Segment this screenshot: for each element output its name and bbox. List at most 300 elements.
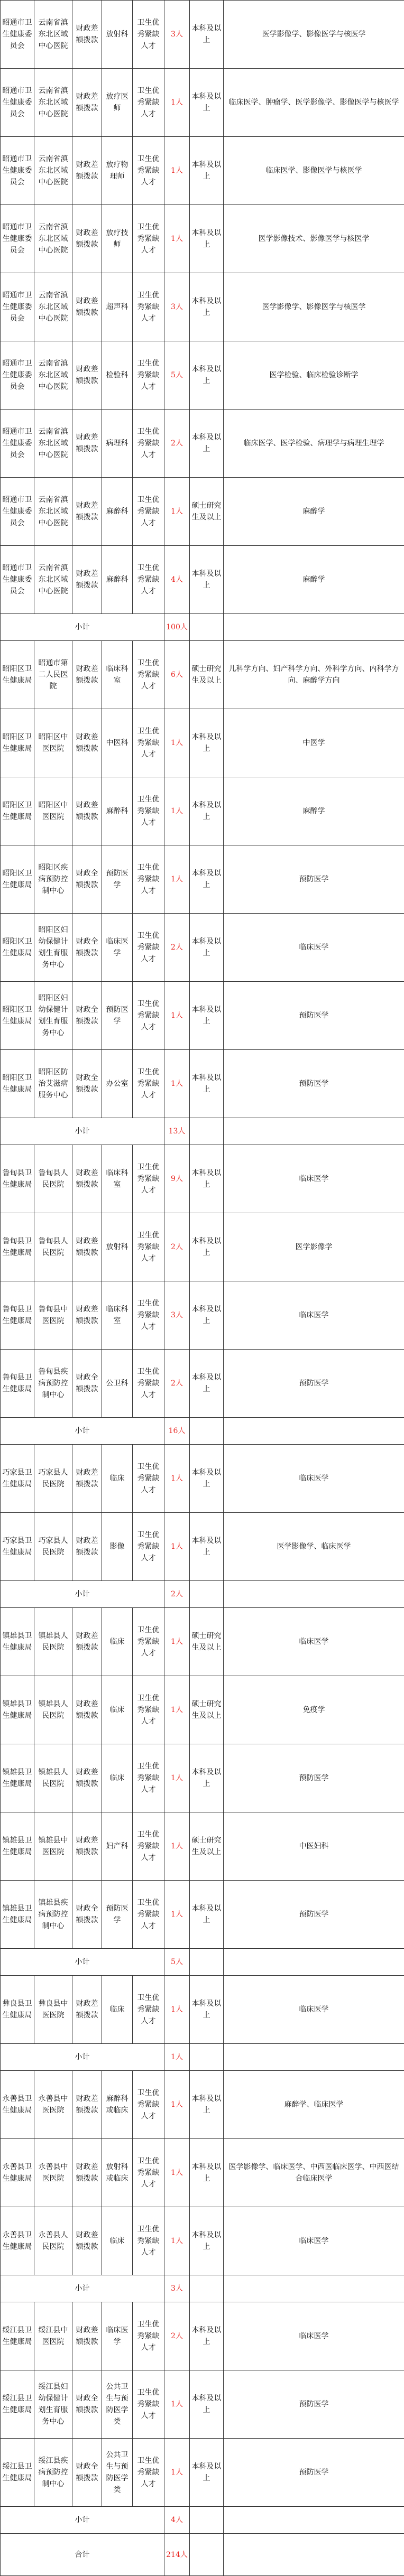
unit-cell: 镇雄县人民医院: [34, 1744, 72, 1812]
count-cell: 1人: [164, 1881, 190, 1949]
unit-cell: 彝良县中医医院: [34, 1976, 72, 2044]
dept-cell: 镇雄县卫生健康局: [1, 1812, 34, 1881]
funding-cell: 财政差额拨款: [72, 410, 102, 478]
unit-cell: 云南省滇东北区域中心医院: [34, 410, 72, 478]
subtotal-row: [1, 1118, 404, 1145]
dept-cell: 绥江县卫生健康局: [1, 2370, 34, 2439]
count-cell: 2人: [164, 2302, 190, 2370]
dept-cell: 昭通市卫生健康委员会: [1, 410, 34, 478]
count-cell: 1人: [164, 845, 190, 914]
major-cell: 临床医学、影像医学与核医学: [224, 137, 404, 205]
table-row: [1, 1881, 404, 1949]
post-cell: 临床科室: [102, 641, 133, 709]
category-cell: 卫生优秀紧缺人才: [133, 1812, 164, 1881]
education-cell: 本科及以上: [190, 777, 224, 845]
unit-cell: 永善县人民医院: [34, 2207, 72, 2275]
funding-cell: 财政全额拨款: [72, 1050, 102, 1118]
category-cell: 卫生优秀紧缺人才: [133, 641, 164, 709]
unit-cell: 云南省滇东北区域中心医院: [34, 478, 72, 546]
category-cell: 卫生优秀紧缺人才: [133, 1445, 164, 1513]
subtotal-row: [1, 2275, 404, 2302]
funding-cell: 财政差额拨款: [72, 641, 102, 709]
education-cell: 本科及以上: [190, 2071, 224, 2139]
education-cell: 本科及以上: [190, 1744, 224, 1812]
education-cell: 本科及以上: [190, 1976, 224, 2044]
table-row: [1, 2071, 404, 2139]
education-cell: 本科及以上: [190, 914, 224, 982]
funding-cell: 财政差额拨款: [72, 1513, 102, 1581]
empty-cell: [190, 1581, 224, 1608]
dept-cell: 镇雄县卫生健康局: [1, 1881, 34, 1949]
funding-cell: 财政全额拨款: [72, 2439, 102, 2507]
subtotal-row: [1, 1949, 404, 1976]
count-cell: 4人: [164, 546, 190, 614]
dept-cell: 昭通市卫生健康委员会: [1, 69, 34, 137]
empty-cell: [224, 2275, 404, 2302]
dept-cell: 昭阳区卫生健康局: [1, 777, 34, 845]
count-cell: 1人: [164, 982, 190, 1050]
post-cell: 放疗医师: [102, 69, 133, 137]
post-cell: 预防医学: [102, 982, 133, 1050]
category-cell: 卫生优秀紧缺人才: [133, 2071, 164, 2139]
count-cell: 1人: [164, 2207, 190, 2275]
post-cell: 临床: [102, 2207, 133, 2275]
subtotal-row: [1, 2044, 404, 2071]
education-cell: 本科及以上: [190, 1881, 224, 1949]
empty-cell: [190, 1949, 224, 1976]
major-cell: 医学影像学、影像医学与核医学: [224, 1, 404, 69]
category-cell: 卫生优秀紧缺人才: [133, 709, 164, 777]
funding-cell: 财政差额拨款: [72, 273, 102, 341]
funding-cell: 财政差额拨款: [72, 777, 102, 845]
table-row: [1, 478, 404, 546]
education-cell: 本科及以上: [190, 2207, 224, 2275]
funding-cell: 财政差额拨款: [72, 69, 102, 137]
unit-cell: 昭阳区中医医院: [34, 709, 72, 777]
category-cell: 卫生优秀紧缺人才: [133, 2139, 164, 2207]
funding-cell: 财政差额拨款: [72, 1145, 102, 1213]
education-cell: 硕士研究生及以上: [190, 478, 224, 546]
category-cell: 卫生优秀紧缺人才: [133, 1, 164, 69]
funding-cell: 财政差额拨款: [72, 137, 102, 205]
unit-cell: 鲁甸县人民医院: [34, 1145, 72, 1213]
major-cell: 医学影像学: [224, 1213, 404, 1281]
table-row: [1, 2207, 404, 2275]
funding-cell: 财政差额拨款: [72, 1, 102, 69]
subtotal-count: 5人: [164, 1949, 190, 1976]
dept-cell: 鲁甸县卫生健康局: [1, 1350, 34, 1418]
funding-cell: 财政全额拨款: [72, 914, 102, 982]
education-cell: 硕士研究生及以上: [190, 1812, 224, 1881]
major-cell: 预防医学: [224, 1350, 404, 1418]
funding-cell: 财政差额拨款: [72, 2207, 102, 2275]
count-cell: 1人: [164, 1976, 190, 2044]
category-cell: 卫生优秀紧缺人才: [133, 410, 164, 478]
category-cell: 卫生优秀紧缺人才: [133, 1513, 164, 1581]
count-cell: 2人: [164, 410, 190, 478]
major-cell: 临床医学: [224, 1281, 404, 1350]
unit-cell: 镇雄县中医医院: [34, 1812, 72, 1881]
post-cell: 临床医学: [102, 914, 133, 982]
major-cell: 医学检验、临床检验诊断学: [224, 341, 404, 410]
empty-cell: [190, 1118, 224, 1145]
dept-cell: 鲁甸县卫生健康局: [1, 1213, 34, 1281]
empty-cell: [224, 1118, 404, 1145]
unit-cell: 永善县中医医院: [34, 2139, 72, 2207]
major-cell: 医学影像学、临床医学、中西医临床医学、中西医结合临床医学: [224, 2139, 404, 2207]
unit-cell: 昭阳区妇幼保健计划生育服务中心: [34, 982, 72, 1050]
category-cell: 卫生优秀紧缺人才: [133, 137, 164, 205]
education-cell: 硕士研究生及以上: [190, 641, 224, 709]
table-row: [1, 982, 404, 1050]
subtotal-count: 4人: [164, 2507, 190, 2534]
table-row: [1, 1812, 404, 1881]
post-cell: 临床: [102, 1608, 133, 1676]
table-row: [1, 2302, 404, 2370]
education-cell: 本科及以上: [190, 273, 224, 341]
education-cell: 本科及以上: [190, 205, 224, 273]
funding-cell: 财政差额拨款: [72, 709, 102, 777]
count-cell: 1人: [164, 2071, 190, 2139]
empty-cell: [190, 1418, 224, 1445]
funding-cell: 财政全额拨款: [72, 1350, 102, 1418]
post-cell: 中医科: [102, 709, 133, 777]
major-cell: 临床医学: [224, 914, 404, 982]
major-cell: 医学影像技术、影像医学与核医学: [224, 205, 404, 273]
funding-cell: 财政差额拨款: [72, 1213, 102, 1281]
funding-cell: 财政全额拨款: [72, 1881, 102, 1949]
subtotal-label: 小计: [1, 1118, 164, 1145]
major-cell: 麻醉学: [224, 777, 404, 845]
education-cell: 本科及以上: [190, 1281, 224, 1350]
dept-cell: 昭阳区卫生健康局: [1, 914, 34, 982]
table-row: [1, 709, 404, 777]
total-count: 214人: [164, 2534, 190, 2576]
table-row: [1, 2370, 404, 2439]
education-cell: 本科及以上: [190, 845, 224, 914]
empty-cell: [224, 2507, 404, 2534]
count-cell: 3人: [164, 1, 190, 69]
funding-cell: 财政全额拨款: [72, 982, 102, 1050]
unit-cell: 云南省滇东北区域中心医院: [34, 1, 72, 69]
table-row: [1, 1145, 404, 1213]
major-cell: 儿科学方向、妇产科学方向、外科学方向、内科学方向、麻醉学方向: [224, 641, 404, 709]
subtotal-row: [1, 2507, 404, 2534]
unit-cell: 昭阳区疾病预防控制中心: [34, 845, 72, 914]
subtotal-label: 小计: [1, 1581, 164, 1608]
funding-cell: 财政差额拨款: [72, 341, 102, 410]
subtotal-label: 小计: [1, 2275, 164, 2302]
unit-cell: 昭阳区防治艾滋病服务中心: [34, 1050, 72, 1118]
empty-cell: [224, 2534, 404, 2576]
dept-cell: 绥江县卫生健康局: [1, 2439, 34, 2507]
education-cell: 本科及以上: [190, 2370, 224, 2439]
unit-cell: 镇雄县人民医院: [34, 1676, 72, 1744]
subtotal-count: 3人: [164, 2275, 190, 2302]
count-cell: 2人: [164, 914, 190, 982]
major-cell: 临床医学: [224, 1445, 404, 1513]
education-cell: 本科及以上: [190, 341, 224, 410]
subtotal-count: 13人: [164, 1118, 190, 1145]
dept-cell: 昭通市卫生健康委员会: [1, 137, 34, 205]
post-cell: 妇产科: [102, 1812, 133, 1881]
dept-cell: 昭通市卫生健康委员会: [1, 273, 34, 341]
table-row: [1, 2439, 404, 2507]
count-cell: 9人: [164, 1145, 190, 1213]
post-cell: 麻醉科或临床: [102, 2071, 133, 2139]
category-cell: 卫生优秀紧缺人才: [133, 1976, 164, 2044]
count-cell: 1人: [164, 777, 190, 845]
education-cell: 本科及以上: [190, 2439, 224, 2507]
table-row: [1, 205, 404, 273]
unit-cell: 绥江县妇幼保健计划生育服务中心: [34, 2370, 72, 2439]
empty-cell: [224, 1418, 404, 1445]
dept-cell: 鲁甸县卫生健康局: [1, 1281, 34, 1350]
dept-cell: 永善县卫生健康局: [1, 2207, 34, 2275]
post-cell: 病理科: [102, 410, 133, 478]
funding-cell: 财政差额拨款: [72, 205, 102, 273]
dept-cell: 绥江县卫生健康局: [1, 2302, 34, 2370]
post-cell: 公共卫生与预防医学类: [102, 2439, 133, 2507]
major-cell: 临床医学: [224, 2207, 404, 2275]
total-label: 合计: [1, 2534, 164, 2576]
major-cell: 麻醉学、临床医学: [224, 2071, 404, 2139]
empty-cell: [224, 614, 404, 641]
major-cell: 中医学: [224, 709, 404, 777]
major-cell: 麻醉学: [224, 478, 404, 546]
category-cell: 卫生优秀紧缺人才: [133, 273, 164, 341]
post-cell: 临床科室: [102, 1281, 133, 1350]
category-cell: 卫生优秀紧缺人才: [133, 205, 164, 273]
table-row: [1, 410, 404, 478]
education-cell: 本科及以上: [190, 1213, 224, 1281]
empty-cell: [190, 2275, 224, 2302]
unit-cell: 昭阳区中医医院: [34, 777, 72, 845]
table-row: [1, 777, 404, 845]
category-cell: 卫生优秀紧缺人才: [133, 914, 164, 982]
post-cell: 影像: [102, 1513, 133, 1581]
post-cell: 放疗物理师: [102, 137, 133, 205]
funding-cell: 财政差额拨款: [72, 546, 102, 614]
post-cell: 放疗技师: [102, 205, 133, 273]
funding-cell: 财政差额拨款: [72, 2139, 102, 2207]
post-cell: 麻醉科: [102, 777, 133, 845]
post-cell: 预防医学: [102, 845, 133, 914]
empty-cell: [190, 2044, 224, 2071]
count-cell: 1人: [164, 2370, 190, 2439]
post-cell: 放射科: [102, 1213, 133, 1281]
subtotal-label: 小计: [1, 2507, 164, 2534]
major-cell: 中医妇科: [224, 1812, 404, 1881]
post-cell: 公卫科: [102, 1350, 133, 1418]
funding-cell: 财政差额拨款: [72, 1281, 102, 1350]
education-cell: 本科及以上: [190, 1, 224, 69]
count-cell: 1人: [164, 709, 190, 777]
unit-cell: 镇雄县人民医院: [34, 1608, 72, 1676]
major-cell: 临床医学、医学检验、病理学与病理生理学: [224, 410, 404, 478]
empty-cell: [190, 614, 224, 641]
major-cell: 麻醉学: [224, 546, 404, 614]
unit-cell: 昭通市第二人民医院: [34, 641, 72, 709]
category-cell: 卫生优秀紧缺人才: [133, 1608, 164, 1676]
count-cell: 2人: [164, 1213, 190, 1281]
table-row: [1, 1513, 404, 1581]
count-cell: 6人: [164, 641, 190, 709]
education-cell: 本科及以上: [190, 1350, 224, 1418]
major-cell: 免疫学: [224, 1676, 404, 1744]
count-cell: 1人: [164, 1812, 190, 1881]
dept-cell: 镇雄县卫生健康局: [1, 1676, 34, 1744]
major-cell: 临床医学: [224, 1976, 404, 2044]
education-cell: 本科及以上: [190, 2139, 224, 2207]
subtotal-row: [1, 1581, 404, 1608]
post-cell: 预防医学: [102, 1881, 133, 1949]
major-cell: 临床医学: [224, 1608, 404, 1676]
table-row: [1, 546, 404, 614]
post-cell: 麻醉科: [102, 546, 133, 614]
funding-cell: 财政差额拨款: [72, 1744, 102, 1812]
funding-cell: 财政差额拨款: [72, 2071, 102, 2139]
post-cell: 临床: [102, 1744, 133, 1812]
count-cell: 1人: [164, 2439, 190, 2507]
education-cell: 本科及以上: [190, 1050, 224, 1118]
post-cell: 临床: [102, 1445, 133, 1513]
education-cell: 本科及以上: [190, 709, 224, 777]
category-cell: 卫生优秀紧缺人才: [133, 341, 164, 410]
empty-cell: [190, 2507, 224, 2534]
education-cell: 本科及以上: [190, 1513, 224, 1581]
subtotal-label: 小计: [1, 1949, 164, 1976]
category-cell: 卫生优秀紧缺人才: [133, 1281, 164, 1350]
empty-cell: [224, 1581, 404, 1608]
count-cell: 2人: [164, 1350, 190, 1418]
dept-cell: 昭阳区卫生健康局: [1, 1050, 34, 1118]
education-cell: 硕士研究生及以上: [190, 1676, 224, 1744]
table-row: [1, 341, 404, 410]
education-cell: 本科及以上: [190, 982, 224, 1050]
subtotal-count: 2人: [164, 1581, 190, 1608]
table-row: [1, 1050, 404, 1118]
empty-cell: [224, 1949, 404, 1976]
unit-cell: 云南省滇东北区域中心医院: [34, 341, 72, 410]
count-cell: 3人: [164, 1281, 190, 1350]
funding-cell: 财政差额拨款: [72, 1608, 102, 1676]
unit-cell: 昭阳区妇幼保健计划生育服务中心: [34, 914, 72, 982]
table-row: [1, 1676, 404, 1744]
education-cell: 本科及以上: [190, 1445, 224, 1513]
major-cell: 医学影像学、临床医学: [224, 1513, 404, 1581]
unit-cell: 巧家县人民医院: [34, 1445, 72, 1513]
count-cell: 1人: [164, 1513, 190, 1581]
education-cell: 本科及以上: [190, 69, 224, 137]
count-cell: 1人: [164, 1608, 190, 1676]
major-cell: 临床医学、肿瘤学、医学影像学、影像医学与核医学: [224, 69, 404, 137]
category-cell: 卫生优秀紧缺人才: [133, 1050, 164, 1118]
unit-cell: 云南省滇东北区域中心医院: [34, 546, 72, 614]
dept-cell: 昭阳区卫生健康局: [1, 982, 34, 1050]
post-cell: 临床医学: [102, 2302, 133, 2370]
funding-cell: 财政差额拨款: [72, 1976, 102, 2044]
unit-cell: 鲁甸县疾病预防控制中心: [34, 1350, 72, 1418]
dept-cell: 昭通市卫生健康委员会: [1, 205, 34, 273]
funding-cell: 财政差额拨款: [72, 1445, 102, 1513]
dept-cell: 昭通市卫生健康委员会: [1, 341, 34, 410]
category-cell: 卫生优秀紧缺人才: [133, 1881, 164, 1949]
table-row: [1, 1350, 404, 1418]
major-cell: 预防医学: [224, 1744, 404, 1812]
unit-cell: 云南省滇东北区域中心医院: [34, 69, 72, 137]
education-cell: 本科及以上: [190, 546, 224, 614]
major-cell: 医学影像学、影像医学与核医学: [224, 273, 404, 341]
count-cell: 3人: [164, 273, 190, 341]
table-row: [1, 1744, 404, 1812]
funding-cell: 财政差额拨款: [72, 1676, 102, 1744]
category-cell: 卫生优秀紧缺人才: [133, 2370, 164, 2439]
count-cell: 5人: [164, 341, 190, 410]
funding-cell: 财政全额拨款: [72, 845, 102, 914]
count-cell: 1人: [164, 478, 190, 546]
post-cell: 临床科室: [102, 1145, 133, 1213]
dept-cell: 昭通市卫生健康委员会: [1, 1, 34, 69]
subtotal-count: 16人: [164, 1418, 190, 1445]
category-cell: 卫生优秀紧缺人才: [133, 69, 164, 137]
count-cell: 1人: [164, 69, 190, 137]
count-cell: 1人: [164, 1445, 190, 1513]
category-cell: 卫生优秀紧缺人才: [133, 982, 164, 1050]
subtotal-label: 小计: [1, 614, 164, 641]
category-cell: 卫生优秀紧缺人才: [133, 845, 164, 914]
education-cell: 本科及以上: [190, 137, 224, 205]
dept-cell: 永善县卫生健康局: [1, 2071, 34, 2139]
post-cell: 放射科: [102, 1, 133, 69]
empty-cell: [224, 2044, 404, 2071]
unit-cell: 鲁甸县中医医院: [34, 1281, 72, 1350]
table-row: [1, 1281, 404, 1350]
dept-cell: 永善县卫生健康局: [1, 2139, 34, 2207]
count-cell: 1人: [164, 205, 190, 273]
count-cell: 1人: [164, 1050, 190, 1118]
post-cell: 检验科: [102, 341, 133, 410]
dept-cell: 昭通市卫生健康委员会: [1, 478, 34, 546]
post-cell: 临床: [102, 1676, 133, 1744]
dept-cell: 镇雄县卫生健康局: [1, 1608, 34, 1676]
education-cell: 本科及以上: [190, 1145, 224, 1213]
category-cell: 卫生优秀紧缺人才: [133, 1213, 164, 1281]
dept-cell: 彝良县卫生健康局: [1, 1976, 34, 2044]
count-cell: 1人: [164, 137, 190, 205]
education-cell: 本科及以上: [190, 410, 224, 478]
table-row: [1, 1608, 404, 1676]
table-row: [1, 845, 404, 914]
dept-cell: 巧家县卫生健康局: [1, 1445, 34, 1513]
subtotal-row: [1, 614, 404, 641]
category-cell: 卫生优秀紧缺人才: [133, 1744, 164, 1812]
education-cell: 本科及以上: [190, 2302, 224, 2370]
dept-cell: 鲁甸县卫生健康局: [1, 1145, 34, 1213]
major-cell: 预防医学: [224, 1881, 404, 1949]
category-cell: 卫生优秀紧缺人才: [133, 2207, 164, 2275]
unit-cell: 鲁甸县人民医院: [34, 1213, 72, 1281]
subtotal-count: 100人: [164, 614, 190, 641]
subtotal-row: [1, 1418, 404, 1445]
funding-cell: 财政差额拨款: [72, 2302, 102, 2370]
category-cell: 卫生优秀紧缺人才: [133, 777, 164, 845]
category-cell: 卫生优秀紧缺人才: [133, 1676, 164, 1744]
education-cell: 硕士研究生及以上: [190, 1608, 224, 1676]
count-cell: 1人: [164, 2139, 190, 2207]
table-row: [1, 273, 404, 341]
total-row: [1, 2534, 404, 2576]
